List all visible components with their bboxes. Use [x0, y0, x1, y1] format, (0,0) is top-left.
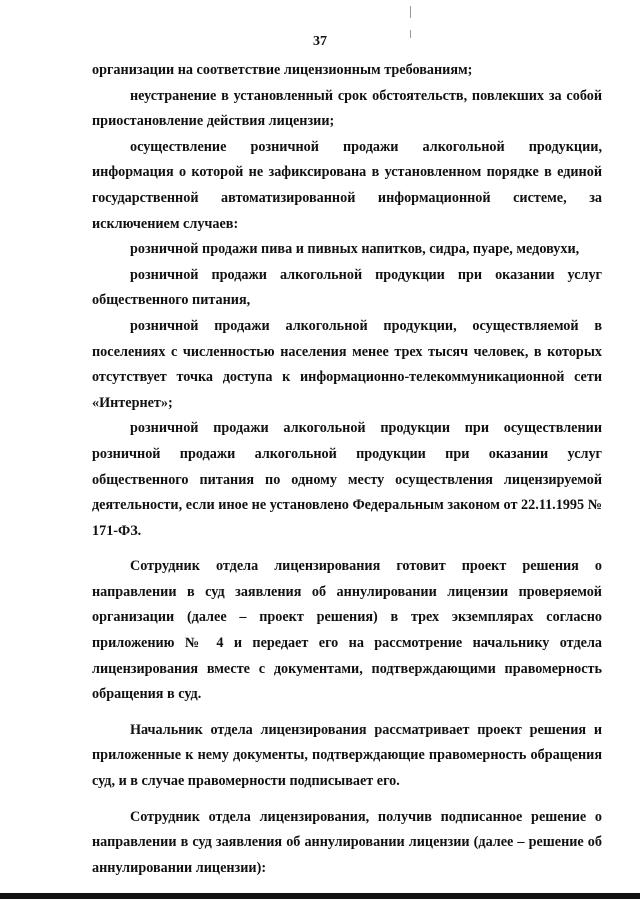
paragraph-7: розничной продажи алкогольной продукции при осуществлении розничной продажи алкогольной продукции при оказании услуг общественного питания по одному месту осуществления лицензируемой деятельности, если иное не установлено Федеральным законом от 22.11.1995 № 171-ФЗ. [92, 420, 602, 539]
paragraph-2: неустранение в установленный срок обстоятельств, повлекших за собой приостановление действия лицензии; [92, 87, 602, 130]
paragraph-8: Сотрудник отдела лицензирования готовит проект решения о направлении в суд заявления об аннулировании лицензии проверяемой организации (далее – проект решения) в трех экземплярах согласно приложению № 4 и передает его на рассмотрение начальнику отдела лицензирования вместе с документами, подтверждающими правомерность обращения в суд. [92, 558, 602, 703]
paragraph-6: розничной продажи алкогольной продукции, осуществляемой в поселениях с численностью населения менее трех тысяч человек, в которых отсутствует точка доступа к информационно-телекоммуникационной сети «Интернет»; [92, 317, 602, 411]
paragraph-1: организации на соответствие лицензионным требованиям; [92, 62, 473, 78]
paragraph-3: осуществление розничной продажи алкогольной продукции, информация о которой не зафиксирована в установленном порядке в единой государственной автоматизированной информационной системе, за исключением случаев: [92, 138, 602, 232]
paragraph-4: розничной продажи пива и пивных напитков, сидра, пуаре, медовухи, [130, 241, 580, 258]
paragraph-9: Начальник отдела лицензирования рассматривает проект решения и приложенные к нему документы, подтверждающие правомерность обращения суд, и в случае правомерности подписывает его. [92, 721, 602, 790]
scan-speck [410, 6, 411, 18]
scan-speck [410, 30, 411, 38]
paragraph-5: розничной продажи алкогольной продукции при оказании услуг общественного питания, [92, 266, 602, 309]
page-number: 37 [313, 34, 327, 49]
scan-bottom-edge [0, 893, 640, 899]
paragraph-10: Сотрудник отдела лицензирования, получив подписанное решение о направлении в суд заявления об аннулировании лицензии (далее – решение об аннулировании лицензии): [92, 808, 602, 876]
document-body [92, 58, 602, 881]
